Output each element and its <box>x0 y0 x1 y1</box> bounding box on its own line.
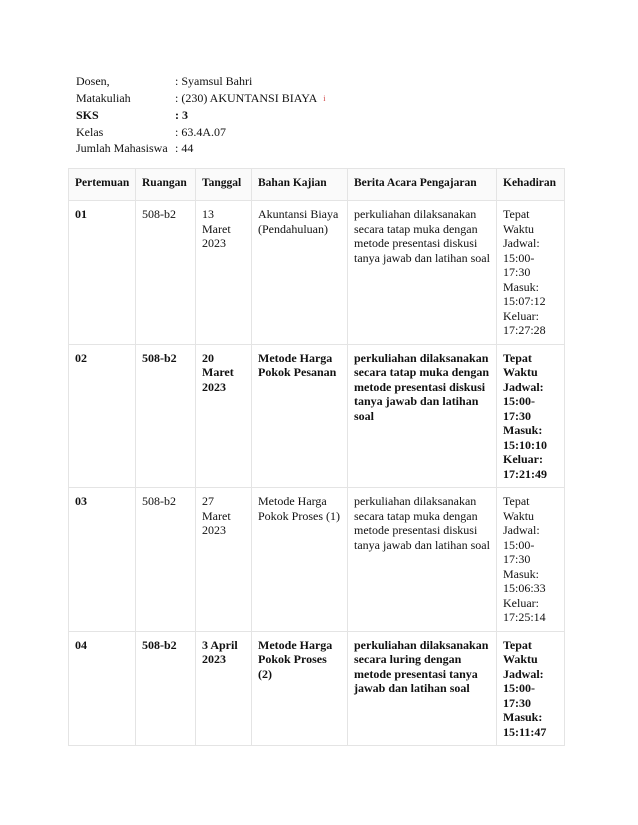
cell-pertemuan: 01 <box>69 201 136 345</box>
cell-kehadiran <box>497 344 565 488</box>
info-value: : 63.4A.07 <box>175 124 226 139</box>
kehadiran-status: Tepat Waktu <box>503 350 538 379</box>
cell-kehadiran <box>497 201 565 345</box>
info-row-dosen <box>76 73 564 90</box>
info-row-sks <box>76 107 564 124</box>
kehadiran-masuk: Masuk: 15:11:47 <box>503 710 547 739</box>
info-row-matakuliah <box>76 90 564 108</box>
cell-tanggal: 20 Maret 2023 <box>196 344 252 488</box>
cell-pertemuan: 03 <box>69 488 136 632</box>
info-row-jumlah-mahasiswa <box>76 140 564 157</box>
table-row <box>69 631 565 746</box>
cell-tanggal: 27 Maret 2023 <box>196 488 252 632</box>
info-value: : 44 <box>175 141 194 155</box>
cell-pertemuan: 02 <box>69 344 136 488</box>
kehadiran-jadwal: Jadwal: 15:00-17:30 <box>503 523 540 566</box>
cell-berita-acara: perkuliahan dilaksanakan secara luring dengan metode presentasi tanya jawab dan latihan soal <box>348 631 497 746</box>
kehadiran-keluar: Keluar: 17:25:14 <box>503 595 546 624</box>
kehadiran-keluar: Keluar: 17:21:49 <box>503 452 547 481</box>
kehadiran-status: Tepat Waktu <box>503 494 535 523</box>
header-tanggal: Tanggal <box>196 169 252 201</box>
kehadiran-masuk: Masuk: 15:06:33 <box>503 566 546 595</box>
kehadiran-keluar: Keluar: 17:27:28 <box>503 308 546 337</box>
cell-berita-acara: perkuliahan dilaksanakan secara tatap muka dengan metode presentasi diskusi tanya jawab dan latihan soal <box>348 488 497 632</box>
kehadiran-status: Tepat Waktu <box>503 207 535 236</box>
cell-berita-acara: perkuliahan dilaksanakan secara tatap muka dengan metode presentasi diskusi tanya jawab dan latihan soal <box>348 344 497 488</box>
cell-kehadiran <box>497 488 565 632</box>
info-label: Jumlah Mahasiswa <box>76 141 168 155</box>
header-berita-acara: Berita Acara Pengajaran <box>348 169 497 201</box>
attendance-table <box>68 168 565 746</box>
cell-tanggal: 13 Maret 2023 <box>196 201 252 345</box>
cell-ruangan: 508-b2 <box>136 344 196 488</box>
info-value: : 3 <box>175 108 188 122</box>
cell-berita-acara: perkuliahan dilaksanakan secara tatap muka dengan metode presentasi diskusi tanya jawab dan latihan soal <box>348 201 497 345</box>
cell-kehadiran <box>497 631 565 746</box>
cell-bahan-kajian: Metode Harga Pokok Proses (1) <box>252 488 348 632</box>
kehadiran-jadwal: Jadwal: 15:00-17:30 <box>503 379 544 423</box>
cell-pertemuan: 04 <box>69 631 136 746</box>
cell-ruangan: 508-b2 <box>136 631 196 746</box>
header-ruangan: Ruangan <box>136 169 196 201</box>
kehadiran-status: Tepat Waktu <box>503 637 538 666</box>
table-row <box>69 344 565 488</box>
info-value <box>175 90 564 108</box>
cell-bahan-kajian: Metode Harga Pokok Proses (2) <box>252 631 348 746</box>
cell-tanggal: 3 April 2023 <box>196 631 252 746</box>
info-value: : Syamsul Bahri <box>175 74 253 88</box>
kehadiran-masuk: Masuk: 15:10:10 <box>503 423 547 452</box>
cell-ruangan: 508-b2 <box>136 488 196 632</box>
info-label: Matakuliah <box>76 90 131 105</box>
info-row-kelas <box>76 124 564 141</box>
info-value-text: : (230) AKUNTANSI BIAYA <box>175 90 318 105</box>
info-label: Kelas <box>76 124 104 139</box>
header-bahan-kajian: Bahan Kajian <box>252 169 348 201</box>
cell-ruangan: 508-b2 <box>136 201 196 345</box>
marker-icon: i <box>323 93 326 103</box>
header-pertemuan: Pertemuan <box>69 169 136 201</box>
kehadiran-jadwal: Jadwal: 15:00-17:30 <box>503 666 544 710</box>
kehadiran-jadwal: Jadwal: 15:00-17:30 <box>503 236 540 279</box>
kehadiran-masuk: Masuk: 15:07:12 <box>503 279 546 308</box>
info-label: SKS <box>76 108 99 122</box>
info-label: Dosen, <box>76 74 110 88</box>
cell-bahan-kajian: Akuntansi Biaya (Pendahuluan) <box>252 201 348 345</box>
table-header-row <box>69 169 565 201</box>
course-info <box>76 73 564 157</box>
header-kehadiran: Kehadiran <box>497 169 565 201</box>
table-row <box>69 201 565 345</box>
table-row <box>69 488 565 632</box>
cell-bahan-kajian: Metode Harga Pokok Pesanan <box>252 344 348 488</box>
